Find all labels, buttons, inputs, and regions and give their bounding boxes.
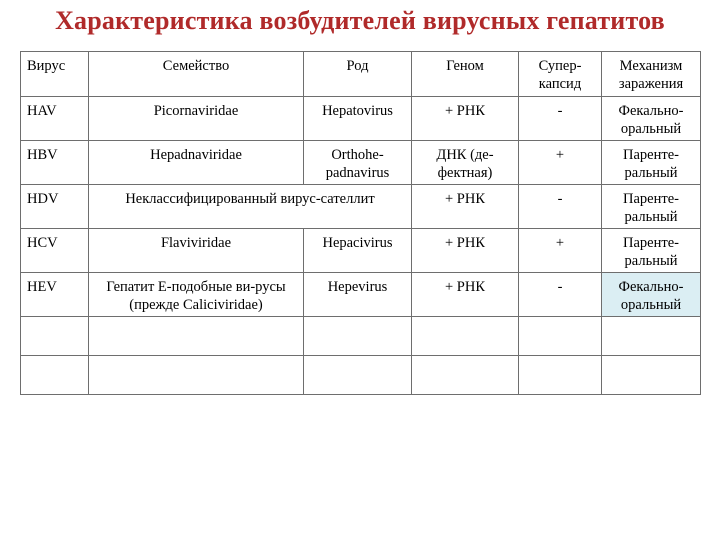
- cell-genus: Hepatovirus: [304, 97, 412, 141]
- header-genome: Геном: [412, 52, 519, 97]
- cell-supercapsid: -: [519, 97, 602, 141]
- cell-virus: HCV: [21, 229, 89, 273]
- table-header-row: [21, 52, 701, 97]
- cell-supercapsid: -: [519, 273, 602, 317]
- table-row: [21, 141, 701, 185]
- cell-family: Picornaviridae: [89, 97, 304, 141]
- cell-genome: + РНК: [412, 273, 519, 317]
- empty-cell: [89, 317, 304, 356]
- header-mechanism: Механизм заражения: [602, 52, 701, 97]
- page-title: Характеристика возбудителей вирусных гепатитов: [55, 6, 665, 35]
- cell-family: Гепатит Е-подобные ви-русы (прежде Caliciviridae): [89, 273, 304, 317]
- cell-genome: + РНК: [412, 185, 519, 229]
- cell-genus: Hepevirus: [304, 273, 412, 317]
- header-family: Семейство: [89, 52, 304, 97]
- empty-row: [21, 356, 701, 395]
- empty-cell: [304, 317, 412, 356]
- cell-mechanism-highlighted: Фекально-оральный: [602, 273, 701, 317]
- cell-supercapsid: -: [519, 185, 602, 229]
- empty-cell: [89, 356, 304, 395]
- cell-mechanism: Паренте-ральный: [602, 229, 701, 273]
- cell-virus: HDV: [21, 185, 89, 229]
- cell-mechanism: Паренте-ральный: [602, 141, 701, 185]
- empty-cell: [602, 317, 701, 356]
- empty-cell: [304, 356, 412, 395]
- table-row: [21, 185, 701, 229]
- empty-cell: [412, 356, 519, 395]
- cell-virus: HEV: [21, 273, 89, 317]
- table-row: [21, 97, 701, 141]
- empty-cell: [519, 356, 602, 395]
- cell-genome: + РНК: [412, 97, 519, 141]
- cell-mechanism: Фекально-оральный: [602, 97, 701, 141]
- cell-genus: Hepacivirus: [304, 229, 412, 273]
- cell-genus: Orthohe-padnavirus: [304, 141, 412, 185]
- table-row: [21, 229, 701, 273]
- cell-supercapsid: +: [519, 229, 602, 273]
- cell-family: Flaviviridae: [89, 229, 304, 273]
- header-virus: Вирус: [21, 52, 89, 97]
- empty-cell: [21, 356, 89, 395]
- header-supercapsid: Супер-капсид: [519, 52, 602, 97]
- cell-virus: HAV: [21, 97, 89, 141]
- cell-genome: + РНК: [412, 229, 519, 273]
- header-genus: Род: [304, 52, 412, 97]
- cell-mechanism: Паренте-ральный: [602, 185, 701, 229]
- cell-supercapsid: +: [519, 141, 602, 185]
- empty-cell: [412, 317, 519, 356]
- empty-cell: [21, 317, 89, 356]
- empty-cell: [602, 356, 701, 395]
- empty-cell: [519, 317, 602, 356]
- cell-genome: ДНК (де-фектная): [412, 141, 519, 185]
- cell-virus: HBV: [21, 141, 89, 185]
- empty-row: [21, 317, 701, 356]
- table-row: [21, 273, 701, 317]
- cell-family-genus: Неклассифицированный вирус-сателлит: [89, 185, 412, 229]
- hepatitis-viruses-table: [20, 51, 701, 395]
- cell-family: Hepadnaviridae: [89, 141, 304, 185]
